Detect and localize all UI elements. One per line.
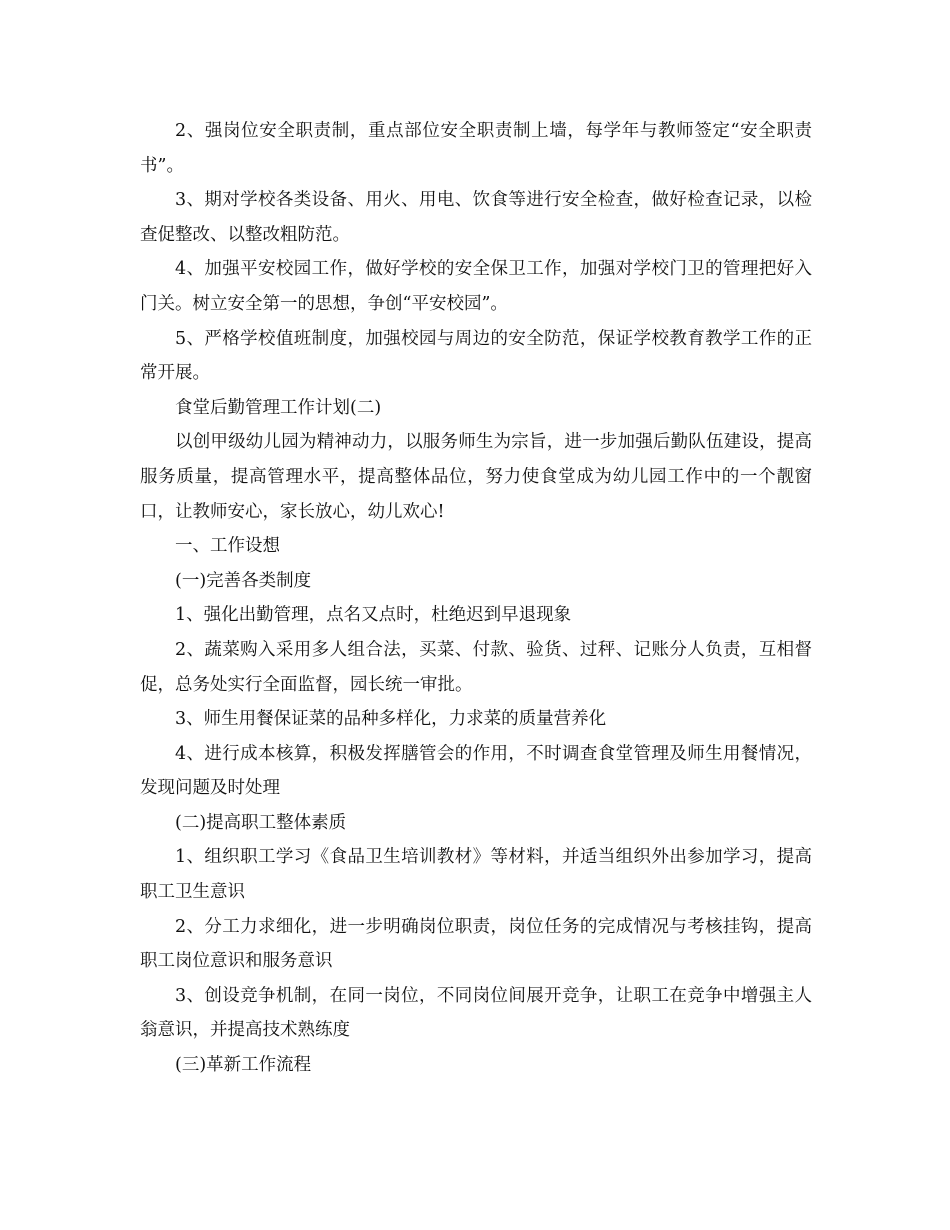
paragraph-canteen-intro: 以创甲级幼儿园为精神动力，以服务师生为宗旨，进一步加强后勤队伍建设，提高服务质量，提高管理水平，提高整体品位，努力使食堂成为幼儿园工作中的一个靓窗口，让教师安心，家长放心，幼儿欢心! — [140, 432, 812, 522]
paragraph-job-division: 2、分工力求细化，进一步明确岗位职责，岗位任务的完成情况与考核挂钩，提高职工岗位意识和服务意识 — [140, 916, 812, 972]
heading-work-plan: 一、工作设想 — [175, 536, 280, 557]
subheading-workflow-innovation: (三)革新工作流程 — [175, 1055, 312, 1076]
paragraph-safe-campus: 4、加强平安校园工作，做好学校的安全保卫工作，加强对学校门卫的管理把好入门关。树立安全第一的思想，争创“平安校园”。 — [140, 259, 812, 314]
paragraph-safety-responsibility: 2、强岗位安全职责制，重点部位安全职责制上墙，每学年与教师签定“安全职责书”。 — [140, 121, 812, 176]
document-body — [140, 114, 812, 1083]
paragraph-competition: 3、创设竞争机制，在同一岗位，不同岗位间展开竞争，让职工在竞争中增强主人翁意识，并提高技术熟练度 — [140, 985, 812, 1041]
paragraph-duty-system: 5、严格学校值班制度，加强校园与周边的安全防范，保证学校教育教学工作的正常开展。 — [140, 328, 812, 384]
paragraph-cost-accounting: 4、进行成本核算，积极发挥膳管会的作用，不时调查食堂管理及师生用餐情况，发现问题及时处理 — [140, 743, 812, 799]
paragraph-safety-inspection: 3、期对学校各类设备、用火、用电、饮食等进行安全检查，做好检查记录，以检查促整改、以整改粗防范。 — [140, 190, 812, 245]
paragraph-hygiene-training: 1、组织职工学习《食品卫生培训教材》等材料，并适当组织外出参加学习，提高职工卫生意识 — [140, 847, 812, 903]
paragraph-vegetable-purchase: 2、蔬菜购入采用多人组合法，买菜、付款、验货、过秤、记账分人负责，互相督促，总务处实行全面监督，园长统一审批。 — [140, 639, 812, 695]
paragraph-meal-variety: 3、师生用餐保证菜的品种多样化，力求菜的质量营养化 — [175, 709, 607, 730]
section-title-canteen-plan: 食堂后勤管理工作计划(二) — [175, 397, 382, 418]
subheading-improve-systems: (一)完善各类制度 — [175, 570, 312, 591]
subheading-staff-quality: (二)提高职工整体素质 — [175, 812, 347, 833]
paragraph-attendance: 1、强化出勤管理，点名又点时，杜绝迟到早退现象 — [175, 605, 572, 626]
